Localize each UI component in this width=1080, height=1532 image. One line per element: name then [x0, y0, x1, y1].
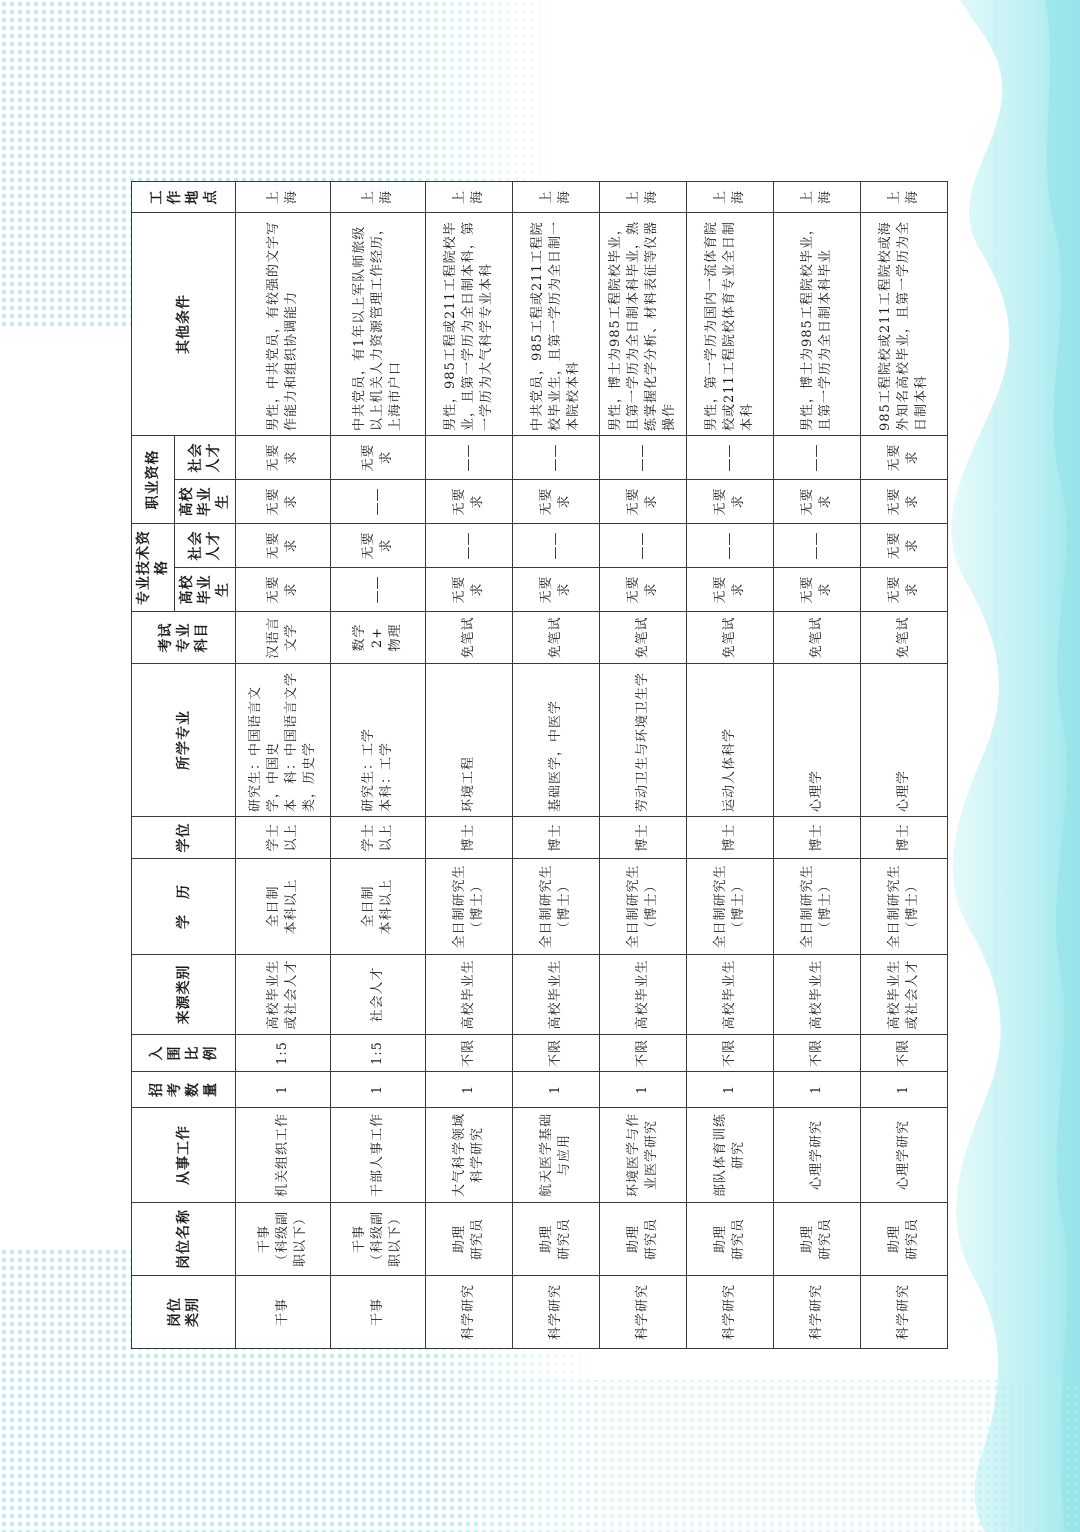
table-row [236, 182, 331, 1349]
header-education: 学 历 [132, 859, 236, 955]
cell-ratio: 不限 [512, 1035, 599, 1072]
header-tech-grad: 高校 毕业生 [175, 568, 236, 612]
header-other: 其他条件 [132, 213, 236, 436]
cell-location: 上海 [773, 182, 860, 213]
cell-voc-social: —— [512, 436, 599, 480]
cell-category: 科学研究 [773, 1276, 860, 1349]
cell-source: 社会人才 [330, 955, 425, 1035]
cell-degree: 学士 以上 [330, 817, 425, 859]
header-ratio: 入围 比例 [132, 1035, 236, 1072]
cell-other: 中共党员，有1年以上军队师旅级以上机关人力资源管理工作经历，上海市户口 [330, 213, 425, 436]
cell-tech-grad: 无要求 [512, 568, 599, 612]
cell-degree: 博士 [425, 817, 512, 859]
cell-position: 助理 研究员 [686, 1203, 773, 1276]
cell-position: 干事 （科级副 职以下） [236, 1203, 331, 1276]
table-row [773, 182, 860, 1349]
cell-position: 助理 研究员 [599, 1203, 686, 1276]
header-voc-social: 社会 人才 [175, 436, 236, 480]
recruitment-table [131, 181, 948, 1349]
cell-voc-grad: 无要求 [860, 480, 947, 524]
cell-education: 全日制研究生 （博士） [512, 859, 599, 955]
cell-tech-social: 无要求 [330, 524, 425, 568]
cell-quota: 1 [599, 1072, 686, 1108]
cell-degree: 博士 [512, 817, 599, 859]
cell-voc-social: 无要求 [330, 436, 425, 480]
cell-tech-grad: 无要求 [236, 568, 331, 612]
cell-other: 男性，985工程或211工程院校毕业，且第一学历为全日制本科，第一学历为大气科学专业本科 [425, 213, 512, 436]
cell-other: 男性，博士为985工程院校毕业，且第一学历为全日制本科毕业，熟练掌握化学分析、材料表征等仪器操作 [599, 213, 686, 436]
cell-exam: 免笔试 [425, 612, 512, 664]
cell-major: 研究生：工学 本科：工学 [330, 664, 425, 817]
cell-major: 劳动卫生与环境卫生学 [599, 664, 686, 817]
table-row [330, 182, 425, 1349]
cell-tech-social: —— [773, 524, 860, 568]
cell-major: 基础医学，中医学 [512, 664, 599, 817]
cell-other: 985工程院校或211工程院校或海外知名高校毕业，且第一学历为全日制本科 [860, 213, 947, 436]
cell-source: 高校毕业生 或社会人才 [236, 955, 331, 1035]
cell-other: 中共党员，985工程或211工程院校毕业生，且第一学历为全日制一本院校本科 [512, 213, 599, 436]
cell-quota: 1 [236, 1072, 331, 1108]
cell-education: 全日制研究生 （博士） [773, 859, 860, 955]
cell-tech-social: —— [599, 524, 686, 568]
cell-degree: 博士 [686, 817, 773, 859]
header-major: 所学专业 [132, 664, 236, 817]
header-work: 从事工作 [132, 1108, 236, 1203]
cell-location: 上海 [599, 182, 686, 213]
cell-work: 干部人事工作 [330, 1108, 425, 1203]
cell-other: 男性，中共党员，有较强的文字写作能力和组织协调能力 [236, 213, 331, 436]
cell-category: 科学研究 [599, 1276, 686, 1349]
header-location: 工作 地点 [132, 182, 236, 213]
cell-work: 航天医学基础 与应用 [512, 1108, 599, 1203]
cell-education: 全日制研究生 （博士） [860, 859, 947, 955]
cell-voc-social: —— [599, 436, 686, 480]
cell-voc-social: —— [425, 436, 512, 480]
cell-exam: 汉语言 文学 [236, 612, 331, 664]
cell-degree: 博士 [773, 817, 860, 859]
cell-exam: 免笔试 [512, 612, 599, 664]
cell-ratio: 1:5 [330, 1035, 425, 1072]
cell-voc-grad: 无要求 [512, 480, 599, 524]
cell-position: 干事 （科级副 职以下） [330, 1203, 425, 1276]
cell-exam: 免笔试 [773, 612, 860, 664]
cell-exam: 数学2+ 物理 [330, 612, 425, 664]
cell-source: 高校毕业生 或社会人才 [860, 955, 947, 1035]
header-exam: 考试 专业 科目 [132, 612, 236, 664]
table-row [425, 182, 512, 1349]
cell-other: 男性，第一学历为国内一流体育院校或211工程院校体育专业全日制本科 [686, 213, 773, 436]
cell-ratio: 不限 [860, 1035, 947, 1072]
cell-voc-grad: 无要求 [599, 480, 686, 524]
cell-source: 高校毕业生 [773, 955, 860, 1035]
cell-work: 心理学研究 [773, 1108, 860, 1203]
cell-tech-social: 无要求 [236, 524, 331, 568]
cell-education: 全日制研究生 （博士） [425, 859, 512, 955]
cell-degree: 学士 以上 [236, 817, 331, 859]
header-voc-grad: 高校 毕业生 [175, 480, 236, 524]
cell-tech-social: 无要求 [860, 524, 947, 568]
cell-quota: 1 [425, 1072, 512, 1108]
header-voc-qual: 职业资格 [132, 436, 175, 524]
cell-work: 大气科学领域 科学研究 [425, 1108, 512, 1203]
header-degree: 学位 [132, 817, 236, 859]
cell-location: 上海 [236, 182, 331, 213]
cell-location: 上海 [330, 182, 425, 213]
cell-major: 运动人体科学 [686, 664, 773, 817]
cell-other: 男性，博士为985工程院校毕业，且第一学历为全日制本科毕业 [773, 213, 860, 436]
header-row-1 [132, 182, 175, 1349]
cell-ratio: 不限 [425, 1035, 512, 1072]
cell-category: 科学研究 [860, 1276, 947, 1349]
cell-voc-grad: —— [330, 480, 425, 524]
cell-source: 高校毕业生 [686, 955, 773, 1035]
cell-tech-social: —— [425, 524, 512, 568]
cell-major: 研究生：中国语言文学，中国史 本 科：中国语言文学类，历史学 [236, 664, 331, 817]
cell-tech-grad: 无要求 [599, 568, 686, 612]
cell-degree: 博士 [860, 817, 947, 859]
cell-work: 环境医学与作 业医学研究 [599, 1108, 686, 1203]
header-quota: 招考 数量 [132, 1072, 236, 1108]
cell-major: 环境工程 [425, 664, 512, 817]
cell-source: 高校毕业生 [512, 955, 599, 1035]
cell-voc-grad: 无要求 [425, 480, 512, 524]
cell-education: 全日制研究生 （博士） [599, 859, 686, 955]
cell-category: 科学研究 [686, 1276, 773, 1349]
cell-category: 干事 [330, 1276, 425, 1349]
cell-ratio: 不限 [773, 1035, 860, 1072]
cell-quota: 1 [860, 1072, 947, 1108]
cell-voc-grad: 无要求 [686, 480, 773, 524]
cell-major: 心理学 [860, 664, 947, 817]
cell-location: 上海 [686, 182, 773, 213]
header-position: 岗位名称 [132, 1203, 236, 1276]
cell-ratio: 不限 [599, 1035, 686, 1072]
cell-category: 科学研究 [425, 1276, 512, 1349]
cell-tech-social: —— [686, 524, 773, 568]
cell-quota: 1 [330, 1072, 425, 1108]
cell-location: 上海 [860, 182, 947, 213]
cell-exam: 免笔试 [860, 612, 947, 664]
cell-exam: 免笔试 [599, 612, 686, 664]
table-row [686, 182, 773, 1349]
table-row [512, 182, 599, 1349]
header-tech-qual: 专业技术资格 [132, 524, 175, 612]
cell-voc-social: —— [773, 436, 860, 480]
cell-location: 上海 [425, 182, 512, 213]
cell-voc-social: 无要求 [860, 436, 947, 480]
cell-voc-grad: 无要求 [236, 480, 331, 524]
cell-quota: 1 [773, 1072, 860, 1108]
table-row [860, 182, 947, 1349]
cell-work: 部队体育训练 研究 [686, 1108, 773, 1203]
cell-education: 全日制 本科以上 [236, 859, 331, 955]
cell-source: 高校毕业生 [425, 955, 512, 1035]
cell-work: 机关组织工作 [236, 1108, 331, 1203]
header-source: 来源类别 [132, 955, 236, 1035]
rotated-table-container [131, 182, 948, 1349]
cell-voc-grad: 无要求 [773, 480, 860, 524]
cell-tech-grad: 无要求 [686, 568, 773, 612]
cell-source: 高校毕业生 [599, 955, 686, 1035]
cell-position: 助理 研究员 [773, 1203, 860, 1276]
cell-location: 上海 [512, 182, 599, 213]
cell-tech-grad: 无要求 [425, 568, 512, 612]
header-category: 岗位 类别 [132, 1276, 236, 1349]
cell-ratio: 不限 [686, 1035, 773, 1072]
cell-voc-social: —— [686, 436, 773, 480]
cell-position: 助理 研究员 [860, 1203, 947, 1276]
cell-work: 心理学研究 [860, 1108, 947, 1203]
cell-education: 全日制 本科以上 [330, 859, 425, 955]
cell-ratio: 1:5 [236, 1035, 331, 1072]
table-row [599, 182, 686, 1349]
cell-tech-social: —— [512, 524, 599, 568]
header-tech-social: 社会 人才 [175, 524, 236, 568]
cell-degree: 博士 [599, 817, 686, 859]
cell-quota: 1 [512, 1072, 599, 1108]
cell-tech-grad: 无要求 [860, 568, 947, 612]
cell-tech-grad: —— [330, 568, 425, 612]
cell-category: 干事 [236, 1276, 331, 1349]
cell-voc-social: 无要求 [236, 436, 331, 480]
cell-education: 全日制研究生 （博士） [686, 859, 773, 955]
cell-exam: 免笔试 [686, 612, 773, 664]
cell-quota: 1 [686, 1072, 773, 1108]
cell-position: 助理 研究员 [425, 1203, 512, 1276]
cell-position: 助理 研究员 [512, 1203, 599, 1276]
cell-tech-grad: 无要求 [773, 568, 860, 612]
cell-major: 心理学 [773, 664, 860, 817]
cell-category: 科学研究 [512, 1276, 599, 1349]
